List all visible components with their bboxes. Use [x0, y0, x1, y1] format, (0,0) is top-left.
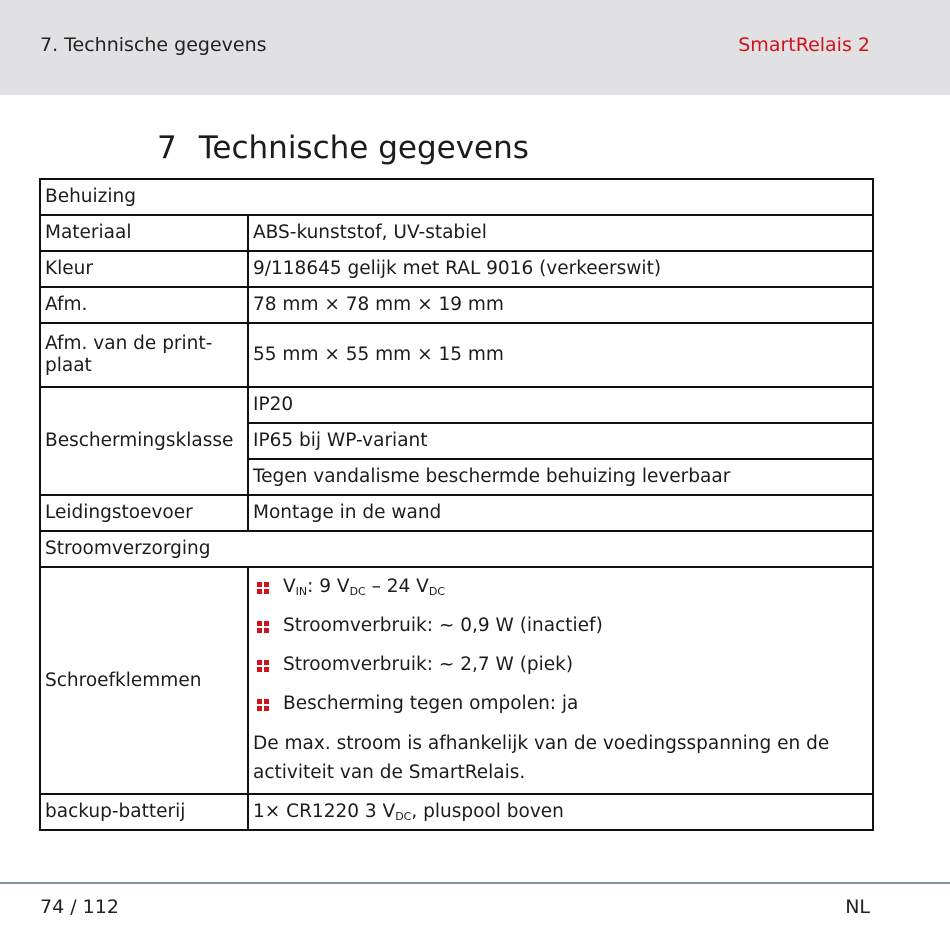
page-header — [0, 0, 950, 95]
bullet-icon — [257, 621, 269, 633]
table-row — [40, 251, 873, 287]
row-label-dimensions: Afm. — [40, 287, 248, 323]
list-item — [253, 568, 868, 607]
table-row — [40, 387, 873, 423]
row-value-protection-ip65: IP65 bij WP-variant — [248, 423, 873, 459]
power-idle-spec: Stroomverbruik: ~ 0,9 W (inactief) — [283, 615, 603, 637]
row-value-cable-entry: Montage in de wand — [248, 495, 873, 531]
table-row — [40, 323, 873, 387]
row-label-material: Materiaal — [40, 215, 248, 251]
row-value-protection-vandal: Tegen vandalisme beschermde behuizing leverbaar — [248, 459, 873, 495]
footer-divider — [0, 882, 950, 884]
table-row — [40, 567, 873, 794]
table-row — [40, 531, 873, 567]
table-row — [40, 215, 873, 251]
row-label-color: Kleur — [40, 251, 248, 287]
row-label-backup-battery: backup-batterij — [40, 794, 248, 830]
bullet-icon — [257, 582, 269, 594]
reverse-polarity-spec: Bescherming tegen ompolen: ja — [283, 693, 579, 715]
bullet-icon — [257, 699, 269, 711]
page-number: 74 / 112 — [40, 896, 119, 918]
chapter-number: 7 — [157, 130, 177, 166]
page-title — [157, 130, 529, 166]
list-item — [253, 607, 868, 646]
table-row — [40, 179, 873, 215]
row-value-color: 9/118645 gelijk met RAL 9016 (verkeerswit) — [248, 251, 873, 287]
row-value-dimensions: 78 mm × 78 mm × 19 mm — [248, 287, 873, 323]
table-row — [40, 495, 873, 531]
voltage-spec: $V_{IN}$: 9 $V_{DC} - 24$ $V_{DC}$ — [283, 576, 445, 599]
section-heading-power: Stroomverzorging — [40, 531, 873, 567]
row-label-cable-entry: Leidingstoevoer — [40, 495, 248, 531]
row-value-pcb-dimensions: 55 mm × 55 mm × 15 mm — [248, 323, 873, 387]
header-product-name: SmartRelais 2 — [738, 34, 870, 56]
row-label-protection-class: Beschermingsklasse — [40, 387, 248, 495]
row-label-pcb-dimensions: Afm. van de print-plaat — [40, 323, 248, 387]
list-item — [253, 685, 868, 724]
power-peak-spec: Stroomverbruik: ~ 2,7 W (piek) — [283, 654, 574, 676]
table-row — [40, 794, 873, 830]
chapter-title-text: Technische gegevens — [198, 130, 529, 166]
row-value-protection-ip20: IP20 — [248, 387, 873, 423]
technical-data-table — [39, 178, 874, 831]
header-section-title: 7. Technische gegevens — [40, 34, 267, 56]
row-value-backup-battery: 1× CR1220 3 $V_{DC}$, pluspool boven — [248, 794, 873, 830]
row-label-screw-terminals: Schroefklemmen — [40, 567, 248, 794]
bullet-icon — [257, 660, 269, 672]
list-item — [253, 646, 868, 685]
row-value-screw-terminals — [248, 567, 873, 794]
table-row — [40, 287, 873, 323]
row-value-material: ABS-kunststof, UV-stabiel — [248, 215, 873, 251]
language-code: NL — [845, 896, 870, 918]
current-note: De max. stroom is afhankelijk van de voedingsspanning en de activiteit van de SmartRelais. — [253, 733, 830, 783]
section-heading-housing: Behuizing — [40, 179, 873, 215]
